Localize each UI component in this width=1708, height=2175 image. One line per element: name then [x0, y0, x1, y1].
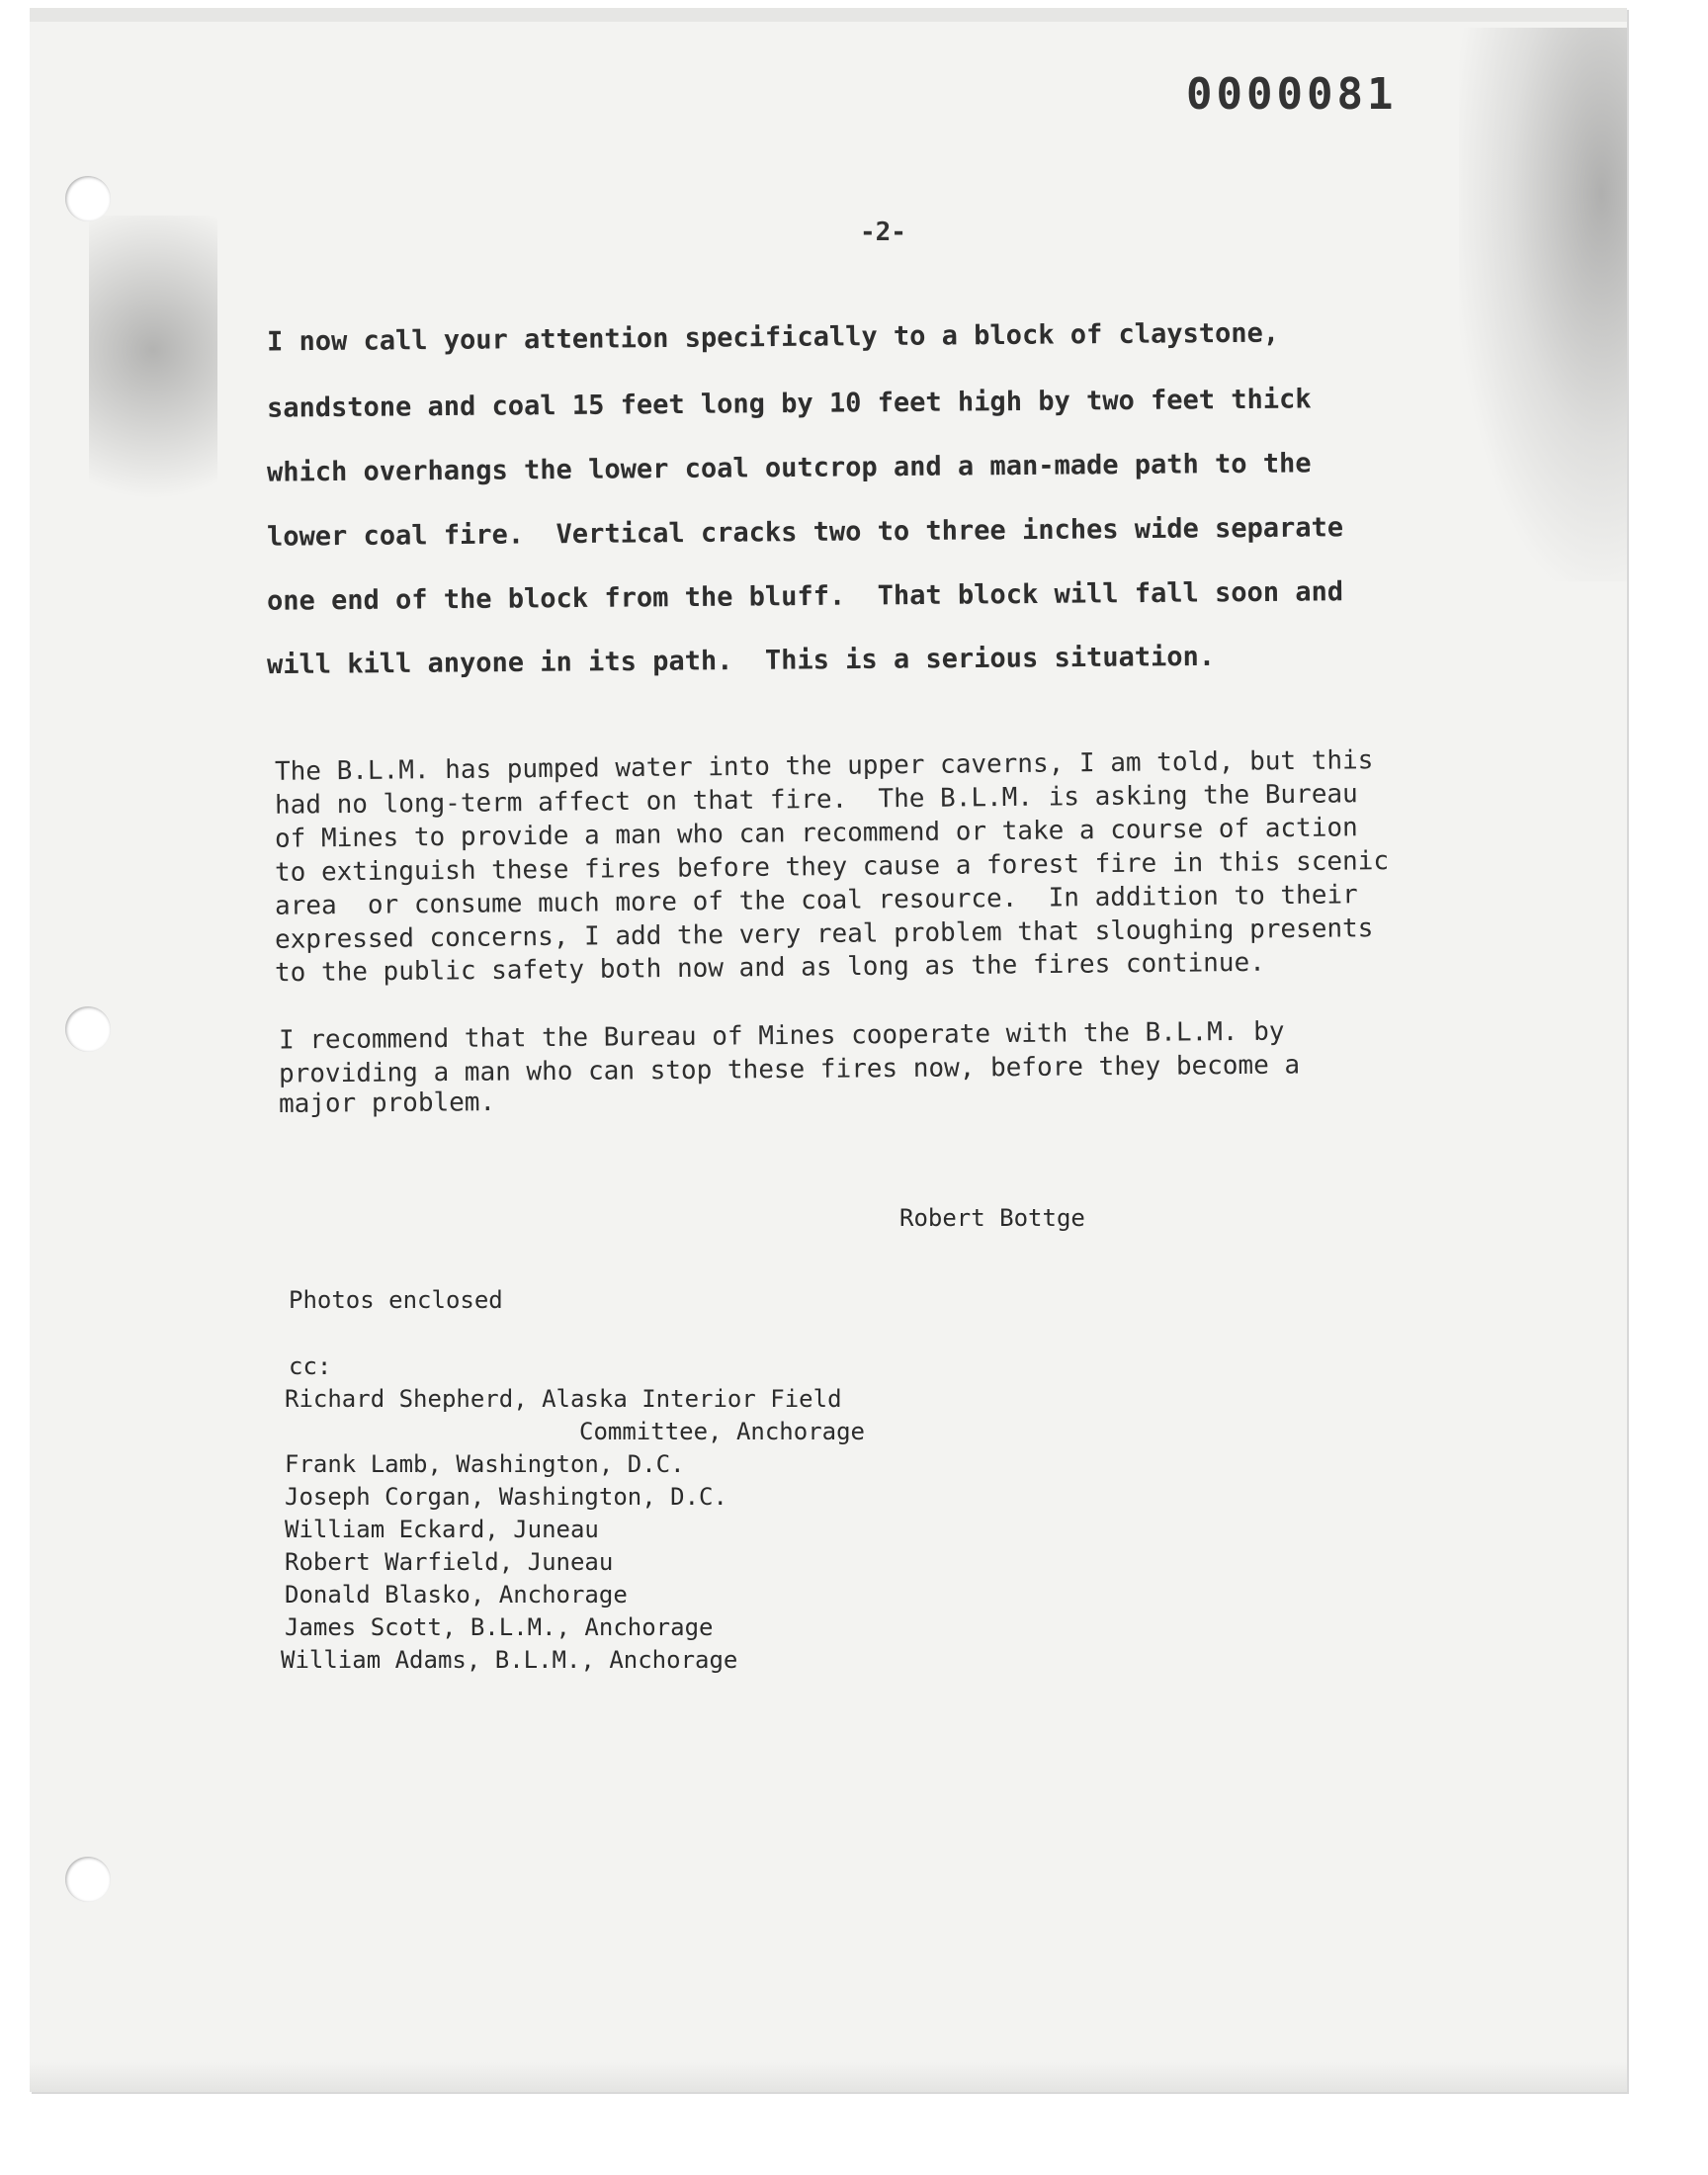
- cc-item: Richard Shepherd, Alaska Interior Field: [285, 1385, 842, 1413]
- enclosure-note: Photos enclosed: [289, 1286, 503, 1314]
- paragraph-line: major problem.: [278, 1088, 496, 1119]
- page-number: -2-: [860, 218, 906, 247]
- cc-item: William Adams, B.L.M., Anchorage: [281, 1646, 738, 1674]
- paragraph-line: sandstone and coal 15 feet long by 10 feet high by two feet thick: [266, 384, 1312, 424]
- paragraph-line: to extinguish these fires before they cause a forest fire in this scenic: [274, 846, 1390, 888]
- cc-item: Donald Blasko, Anchorage: [285, 1581, 628, 1609]
- scan-speckle: [89, 216, 217, 552]
- cc-item: William Eckard, Juneau: [285, 1516, 599, 1543]
- signature-name: Robert Bottge: [899, 1204, 1085, 1232]
- paragraph-line: of Mines to provide a man who can recommend or take a course of action: [274, 813, 1358, 854]
- scan-bottom-edge: [30, 2062, 1627, 2092]
- paragraph-line: I recommend that the Bureau of Mines cooperate with the B.L.M. by: [278, 1016, 1285, 1056]
- paragraph-line: will kill anyone in its path. This is a serious situation.: [266, 641, 1216, 681]
- paragraph-line: which overhangs the lower coal outcrop and a man-made path to the: [266, 448, 1312, 488]
- scan-top-edge: [30, 8, 1627, 22]
- document-number: 0000081: [1186, 69, 1398, 120]
- paragraph-line: area or consume much more of the coal resource. In addition to their: [274, 880, 1358, 921]
- punch-hole: [65, 176, 111, 221]
- cc-item: Frank Lamb, Washington, D.C.: [285, 1450, 685, 1478]
- cc-label: cc:: [289, 1352, 332, 1380]
- paragraph-line: providing a man who can stop these fires now, before they become a: [278, 1050, 1301, 1089]
- paragraph-line: lower coal fire. Vertical cracks two to three inches wide separate: [266, 512, 1344, 553]
- cc-item: Joseph Corgan, Washington, D.C.: [285, 1483, 727, 1511]
- paragraph-line: expressed concerns, I add the very real problem that sloughing presents: [274, 914, 1374, 955]
- cc-item: Robert Warfield, Juneau: [285, 1548, 614, 1576]
- punch-hole: [65, 1857, 111, 1902]
- paragraph-line: to the public safety both now and as long as the fires continue.: [274, 947, 1265, 989]
- paragraph-line: I now call your attention specifically to a block of claystone,: [266, 317, 1280, 358]
- paragraph-line: The B.L.M. has pumped water into the upper caverns, I am told, but this: [274, 745, 1374, 787]
- cc-item: Committee, Anchorage: [579, 1418, 865, 1445]
- paragraph-line: one end of the block from the bluff. That block will fall soon and: [266, 576, 1344, 617]
- cc-item: James Scott, B.L.M., Anchorage: [285, 1613, 714, 1641]
- document-page: [30, 8, 1627, 2092]
- paragraph-line: had no long-term affect on that fire. The B.L.M. is asking the Bureau: [274, 779, 1358, 821]
- scan-stain: [1459, 28, 1627, 581]
- punch-hole: [65, 1006, 111, 1052]
